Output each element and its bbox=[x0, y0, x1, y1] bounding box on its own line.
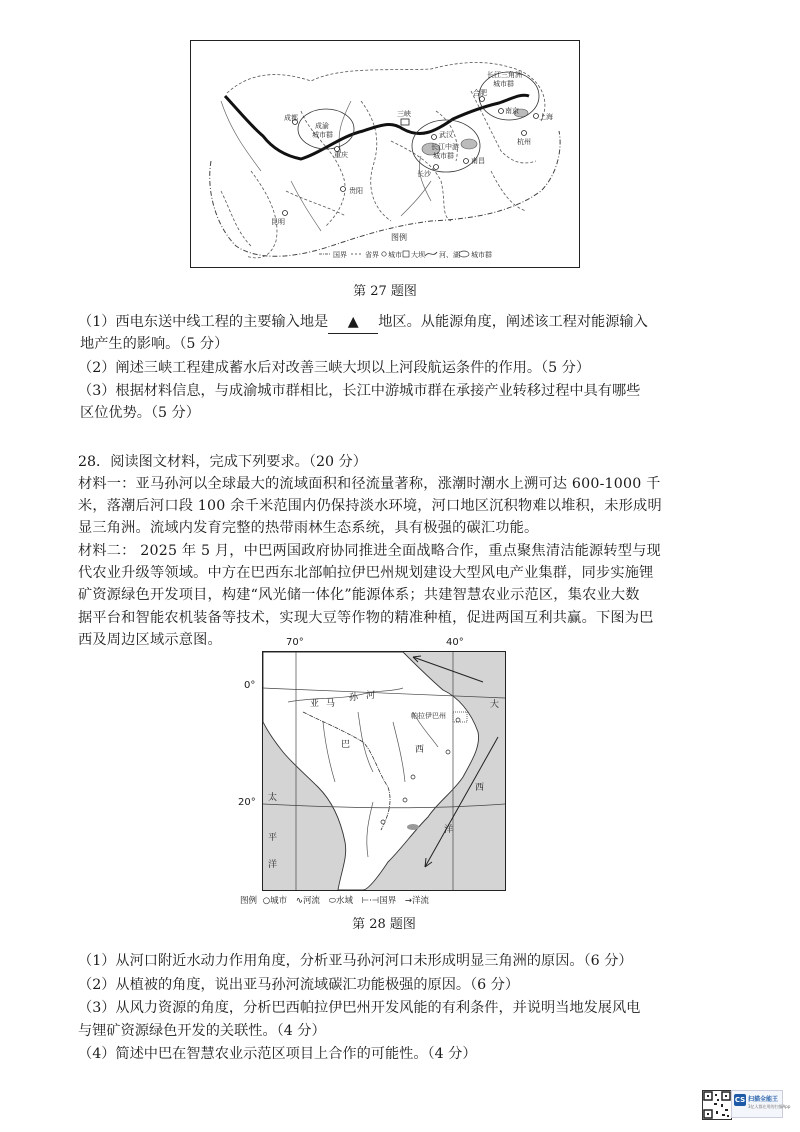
fig27-legend-title: 图例 bbox=[391, 233, 407, 242]
province-boundaries bbox=[221, 63, 545, 258]
label-sanxia: 三峡 bbox=[397, 110, 411, 118]
fig28-lon70: 70° bbox=[286, 637, 304, 648]
fig27-map-svg bbox=[191, 41, 579, 267]
label-cjzy: 长江中游 bbox=[431, 143, 459, 151]
svg-text:平: 平 bbox=[268, 833, 278, 843]
lake-poyang bbox=[461, 139, 477, 149]
rivers bbox=[221, 101, 431, 231]
q28-heading: 28．阅读图文材料，完成下列要求。（20 分） bbox=[78, 454, 367, 470]
q27-1-text-a: （1）西电东送中线工程的主要输入地是 bbox=[78, 314, 329, 330]
q28-2: （2）从植被的角度，说出亚马孙河流域碳汇功能极强的原因。（6 分） bbox=[78, 977, 520, 993]
label-nanjing: 南京 bbox=[505, 107, 519, 115]
transmission-route bbox=[225, 95, 529, 159]
fig28-map bbox=[262, 651, 506, 891]
fig27-caption: 第 27 题图 bbox=[353, 284, 417, 299]
svg-text:亚: 亚 bbox=[310, 699, 320, 709]
svg-text:城市群: 城市群 bbox=[471, 251, 492, 259]
svg-text:城市: 城市 bbox=[388, 251, 402, 259]
q27-1-text-b: 地区。从能源角度，阐述该工程对能源输入 bbox=[378, 314, 648, 330]
fig28-lat20: 20° bbox=[238, 797, 256, 808]
svg-text:马: 马 bbox=[326, 699, 336, 709]
svg-text:太: 太 bbox=[268, 793, 278, 803]
label-changsha: 长沙 bbox=[417, 170, 431, 178]
label-hefei: 合肥 bbox=[473, 89, 487, 97]
q28-1: （1）从河口附近水动力作用角度，分析亚马孙河河口未形成明显三角洲的原因。（6 分） bbox=[78, 953, 633, 969]
label-cjzy-2: 城市群 bbox=[433, 152, 454, 160]
label-wuhan: 武汉 bbox=[439, 131, 453, 139]
q28-3-line1: （3）从风力资源的角度，分析巴西帕拉伊巴州开发风能的有利条件，并说明当地发展风电 bbox=[78, 1000, 641, 1016]
q27-1-line2: 地产生的影响。（5 分） bbox=[80, 336, 229, 352]
fig28-legend: 图例 ○城市 ∿河流 ⬭水域 ⊢·⊣国界 →洋流 bbox=[240, 896, 430, 906]
svg-text:省界: 省界 bbox=[365, 251, 379, 259]
q28-4: （4）简述中巴在智慧农业示范区项目上合作的可能性。（4 分） bbox=[78, 1046, 477, 1062]
q27-3-line2: 区位优势。（5 分） bbox=[80, 405, 200, 421]
svg-text:国界: 国界 bbox=[333, 251, 347, 259]
fig28-map-svg bbox=[263, 652, 505, 890]
camscanner-badge bbox=[731, 1090, 791, 1118]
fig27-map bbox=[190, 40, 580, 268]
svg-text:河、湖: 河、湖 bbox=[439, 251, 460, 259]
fig28-lon40: 40° bbox=[446, 637, 464, 648]
label-chengyu: 成渝 bbox=[315, 122, 329, 130]
q28-3-line2: 与锂矿资源绿色开发的关联性。（4 分） bbox=[78, 1023, 326, 1039]
national-boundary bbox=[210, 131, 560, 256]
svg-text:孙: 孙 bbox=[349, 693, 359, 703]
qr-code-icon bbox=[703, 1091, 731, 1119]
label-csj: 长江三角洲 bbox=[487, 71, 522, 79]
q28-m2-line5: 西及周边区域示意图。 bbox=[78, 632, 222, 648]
q27-3-line1: （3）根据材料信息，与成渝城市群相比，长江中游城市群在承接产业转移过程中具有哪些 bbox=[78, 383, 641, 399]
svg-text:洋: 洋 bbox=[444, 825, 454, 835]
q28-m2-line2: 代农业升级等领域。中方在巴西东北部帕拉伊巴州规划建设大型风电产业集群，同步实施锂 bbox=[78, 565, 654, 581]
q28-m2-line1: 材料二： 2025 年 5 月，中巴两国政府协同推进全面战略合作，重点聚焦清洁能源转型与现 bbox=[78, 543, 661, 559]
q28-m1-line3: 显三角洲。流域内发育完整的热带雨林生态系统，具有极强的碳汇功能。 bbox=[78, 520, 539, 536]
q27-1-line1 bbox=[78, 311, 728, 334]
label-chengyu-2: 城市群 bbox=[312, 131, 333, 139]
svg-text:西: 西 bbox=[415, 745, 425, 755]
label-guiyang: 贵阳 bbox=[349, 187, 363, 195]
label-shanghai: 上海 bbox=[539, 113, 553, 121]
svg-text:西: 西 bbox=[475, 783, 485, 793]
label-chengdu: 成都 bbox=[284, 114, 298, 122]
svg-text:巴: 巴 bbox=[341, 740, 351, 750]
q28-m2-line4: 据平台和智能农机装备等技术，实现大豆等作物的精准种植，促进两国互利共赢。下图为巴 bbox=[78, 610, 654, 626]
camscanner-brand: 扫描全能王 bbox=[748, 1096, 779, 1103]
svg-text:洋: 洋 bbox=[268, 860, 278, 870]
svg-text:大坝: 大坝 bbox=[411, 251, 425, 259]
q28-m2-line3: 矿资源绿色开发项目，构建“风光储一体化”能源体系；共建智慧农业示范区，集农业大数 bbox=[78, 587, 640, 603]
fig28-caption: 第 28 题图 bbox=[352, 917, 416, 932]
camscanner-sub: 3亿人都在用的扫描App bbox=[748, 1104, 791, 1109]
svg-text:河: 河 bbox=[366, 691, 376, 701]
label-chongqing: 重庆 bbox=[334, 151, 348, 159]
dam-icon bbox=[401, 119, 409, 125]
q27-1-blank[interactable]: ▲ bbox=[328, 311, 378, 334]
qr-code bbox=[702, 1090, 732, 1120]
label-hangzhou: 杭州 bbox=[517, 138, 531, 146]
fig28-lat0: 0° bbox=[244, 680, 256, 691]
camscanner-logo: CS bbox=[734, 1096, 746, 1104]
reservoir bbox=[407, 824, 419, 830]
svg-text:大: 大 bbox=[490, 700, 500, 710]
label-csj-2: 城市群 bbox=[493, 80, 514, 88]
q28-m1-line2: 米，落潮后河口段 100 余千米范围内仍保持淡水环境，河口地区沉积物难以堆积，未形成明 bbox=[78, 498, 662, 514]
q27-2: （2）阐述三峡工程建成蓄水后对改善三峡大坝以上河段航运条件的作用。（5 分） bbox=[78, 360, 591, 376]
label-nanchang: 南昌 bbox=[471, 157, 485, 165]
label-kunming: 昆明 bbox=[271, 218, 285, 226]
fig27-legend bbox=[319, 250, 492, 259]
q28-m1-line1: 材料一：亚马孙河以全球最大的流域面积和径流量著称，涨潮时潮水上溯可达 600-1000 千 bbox=[78, 476, 661, 492]
label-paraiba: 帕拉伊巴州 bbox=[411, 712, 446, 720]
